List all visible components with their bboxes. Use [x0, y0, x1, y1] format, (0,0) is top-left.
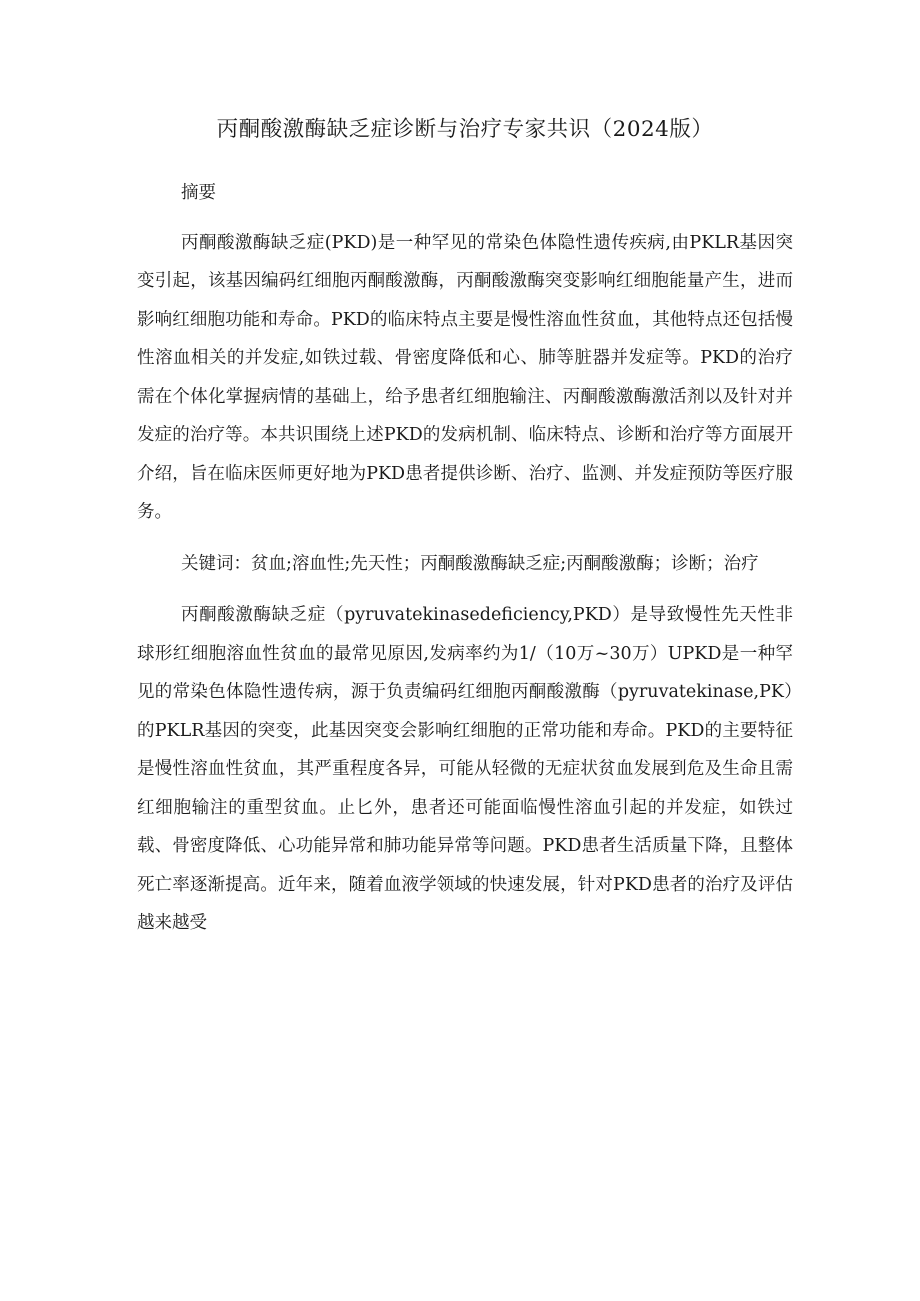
document-title: 丙酮酸激酶缺乏症诊断与治疗专家共识（2024版） — [216, 117, 714, 142]
document-page — [137, 112, 793, 943]
abstract-paragraph: 丙酮酸激酶缺乏症(PKD)是一种罕见的常染色体隐性遗传疾病,由PKLR基因突变引起，该基因编码红细胞丙酮酸激酶，丙酮酸激酶突变影响红细胞能量产生，进而影响红细胞功能和寿命。PKD的临床特点主要是慢性溶血性贫血，其他特点还包括慢性溶血相关的并发症,如铁过载、骨密度降低和心、肺等脏器并发症等。PKD的治疗需在个体化掌握病情的基础上，给予患者红细胞输注、丙酮酸激酶激活剂以及针对并发症的治疗等。本共识围绕上述PKD的发病机制、临床特点、诊断和治疗等方面展开介绍，旨在临床医师更好地为PKD患者提供诊断、治疗、监测、并发症预防等医疗服务。 — [137, 232, 793, 522]
body-paragraph: 丙酮酸激酶缺乏症（pyruvatekinasedeficiency,PKD）是导致慢性先天性非球形红细胞溶血性贫血的最常见原因,发病率约为1/（10万~30万）UPKD是一种罕见的常染色体隐性遗传病，源于负责编码红细胞丙酮酸激酶（pyruvatekinase,PK）的PKLR基因的突变，此基因突变会影响红细胞的正常功能和寿命。PKD的主要特征是慢性溶血性贫血，其严重程度各异，可能从轻微的无症状贫血发展到危及生命且需红细胞输注的重型贫血。止匕外，患者还可能面临慢性溶血引起的并发症，如铁过载、骨密度降低、心功能异常和肺功能异常等问题。PKD患者生活质量下降，且整体死亡率逐渐提高。近年来，随着血液学领域的快速发展，针对PKD患者的治疗及评估越来越受 — [137, 605, 793, 933]
abstract-heading: 摘要 — [181, 183, 216, 203]
keywords-paragraph: 关键词：贫血;溶血性;先天性；丙酮酸激酶缺乏症;丙酮酸激酶；诊断；治疗 — [181, 553, 759, 574]
